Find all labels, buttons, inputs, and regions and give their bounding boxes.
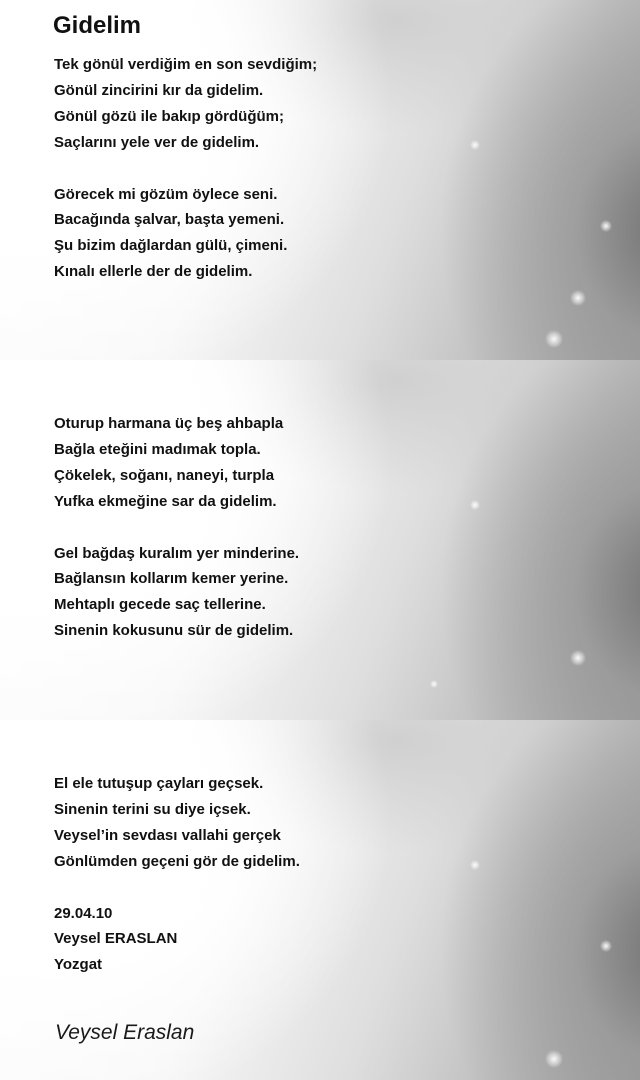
poem-line: Kınalı ellerle der de gidelim. xyxy=(54,263,253,281)
stanza xyxy=(54,182,317,286)
poem-author-line: Veysel ERASLAN xyxy=(54,930,178,948)
sparkle-decoration xyxy=(545,330,563,348)
poem-line: Bacağında şalvar, başta yemeni. xyxy=(54,211,285,229)
poem-line: Sinenin kokusunu sür de gidelim. xyxy=(54,622,294,640)
poem-line: Saçlarını yele ver de gidelim. xyxy=(54,133,260,151)
poem-line: Bağla eteğini madımak topla. xyxy=(54,440,261,458)
stanza xyxy=(54,411,299,515)
author-signature: Veysel Eraslan xyxy=(55,1021,195,1044)
poem-line: Oturup harmana üç beş ahbapla xyxy=(54,415,284,432)
poem-location: Yozgat xyxy=(54,956,103,974)
poem-line: Bağlansın kollarım kemer yerine. xyxy=(54,570,289,588)
poem-section-3 xyxy=(54,771,300,978)
poem-date: 29.04.10 xyxy=(54,904,113,922)
poem-line: Veysel’in sevdası vallahi gerçek xyxy=(54,826,281,844)
sparkle-decoration xyxy=(470,860,480,870)
stanza xyxy=(54,541,299,645)
sparkle-decoration xyxy=(470,140,480,150)
sparkle-decoration xyxy=(600,220,612,232)
poem-line: Yufka ekmeğine sar da gidelim. xyxy=(54,492,277,510)
poem-line: Görecek mi gözüm öylece seni. xyxy=(54,185,278,203)
poem-section-1 xyxy=(54,52,317,285)
sparkle-decoration xyxy=(570,650,586,666)
stanza xyxy=(54,771,300,875)
sparkle-decoration xyxy=(430,680,438,688)
stanza xyxy=(54,52,317,156)
poem-line: Mehtaplı gecede saç tellerine. xyxy=(54,596,266,614)
poem-title: Gidelim xyxy=(53,12,142,39)
poem-line: Gönlümden geçeni gör de gidelim. xyxy=(54,852,300,870)
poem-line: Gel bağdaş kuralım yer minderine. xyxy=(54,544,300,562)
background-panel-bottom xyxy=(0,720,640,1080)
sparkle-decoration xyxy=(545,1050,563,1068)
poem-line: Tek gönül verdiğim en son sevdiğim; xyxy=(54,56,318,73)
background-panel-middle xyxy=(0,360,640,720)
poem-line: Çökelek, soğanı, naneyi, turpla xyxy=(54,466,275,484)
poem-footer xyxy=(54,901,300,979)
poem-line: Şu bizim dağlardan gülü, çimeni. xyxy=(54,237,288,255)
sparkle-decoration xyxy=(570,290,586,306)
poem-line: El ele tutuşup çayları geçsek. xyxy=(54,775,264,792)
poem-line: Gönül gözü ile bakıp gördüğüm; xyxy=(54,107,284,125)
poem-line: Gönül zincirini kır da gidelim. xyxy=(54,81,264,99)
sparkle-decoration xyxy=(600,940,612,952)
poem-section-2 xyxy=(54,411,299,644)
background-panel-top xyxy=(0,0,640,360)
poem-line: Sinenin terini su diye içsek. xyxy=(54,800,251,818)
sparkle-decoration xyxy=(470,500,480,510)
